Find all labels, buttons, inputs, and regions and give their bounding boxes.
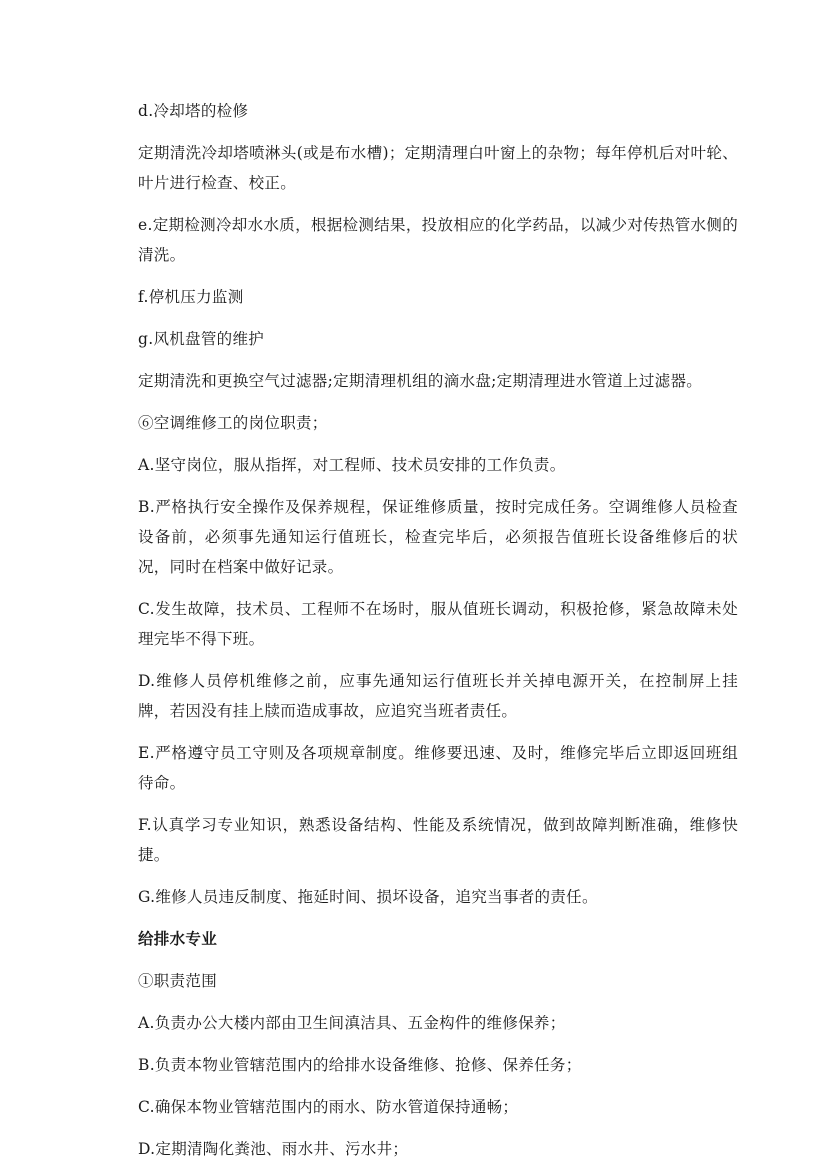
paragraph-ac-duties-heading: ⑥空调维修工的岗位职责； [138, 414, 328, 432]
paragraph-duty-g: G.维修人员违反制度、拖延时间、损坏设备，追究当事者的责任。 [138, 888, 598, 906]
paragraph-scope-heading: ①职责范围 [138, 972, 218, 990]
paragraph-fan-coil-maintenance: 定期清洗和更换空气过滤器;定期清理机组的滴水盘;定期清理进水管道上过滤器。 [138, 372, 703, 390]
paragraph-scope-c: C.确保本物业管辖范围内的雨水、防水管道保持通畅； [138, 1098, 519, 1116]
paragraph-scope-b: B.负责本物业管辖范围内的给排水设备维修、抢修、保养任务； [138, 1056, 582, 1074]
section-heading-plumbing: 给排水专业 [138, 930, 218, 948]
paragraph-duty-d: D.维修人员停机维修之前，应事先通知运行值班长并关掉电源开关，在控制屏上挂牌，若因没有挂上牍而造成事故，应追究当班者责任。 [138, 672, 738, 720]
paragraph-duty-a: A.坚守岗位，服从指挥，对工程师、技术员安排的工作负责。 [138, 456, 566, 474]
paragraph-duty-b: B.严格执行安全操作及保养规程，保证维修质量，按时完成任务。空调维修人员检查设备前，必须事先通知运行值班长，检查完毕后，必须报告值班长设备维修后的状况，同时在档案中做好记录。 [138, 498, 738, 576]
paragraph-duty-c: C.发生故障，技术员、工程师不在场时，服从值班长调动，积极抢修，紧急故障未处理完毕不得下班。 [138, 600, 738, 648]
paragraph-duty-e: E.严格遵守员工守则及各项规章制度。维修要迅速、及时，维修完毕后立即返回班组待命。 [138, 744, 738, 792]
paragraph-scope-d: D.定期清陶化粪池、雨水井、污水井； [138, 1140, 409, 1158]
paragraph-water-quality: e.定期检测冷却水水质，根据检测结果，投放相应的化学药品，以减少对传热管水侧的清洗。 [138, 216, 738, 264]
paragraph-duty-f: F.认真学习专业知识，熟悉设备结构、性能及系统情况，做到故障判断准确，维修快捷。 [138, 816, 738, 864]
paragraph-scope-a: A.负责办公大楼内部由卫生间滇洁具、五金构件的维修保养； [138, 1014, 566, 1032]
paragraph-pressure-monitoring: f.停机压力监测 [138, 288, 244, 306]
paragraph-cooling-tower-heading: d.冷却塔的检修 [138, 102, 249, 120]
paragraph-cooling-tower-cleaning: 定期清洗冷却塔喷淋头(或是布水槽)；定期清理白叶窗上的杂物；每年停机后对叶轮、叶片进行检查、校正。 [138, 144, 738, 192]
paragraph-fan-coil-heading: g.风机盘管的维护 [138, 330, 265, 348]
